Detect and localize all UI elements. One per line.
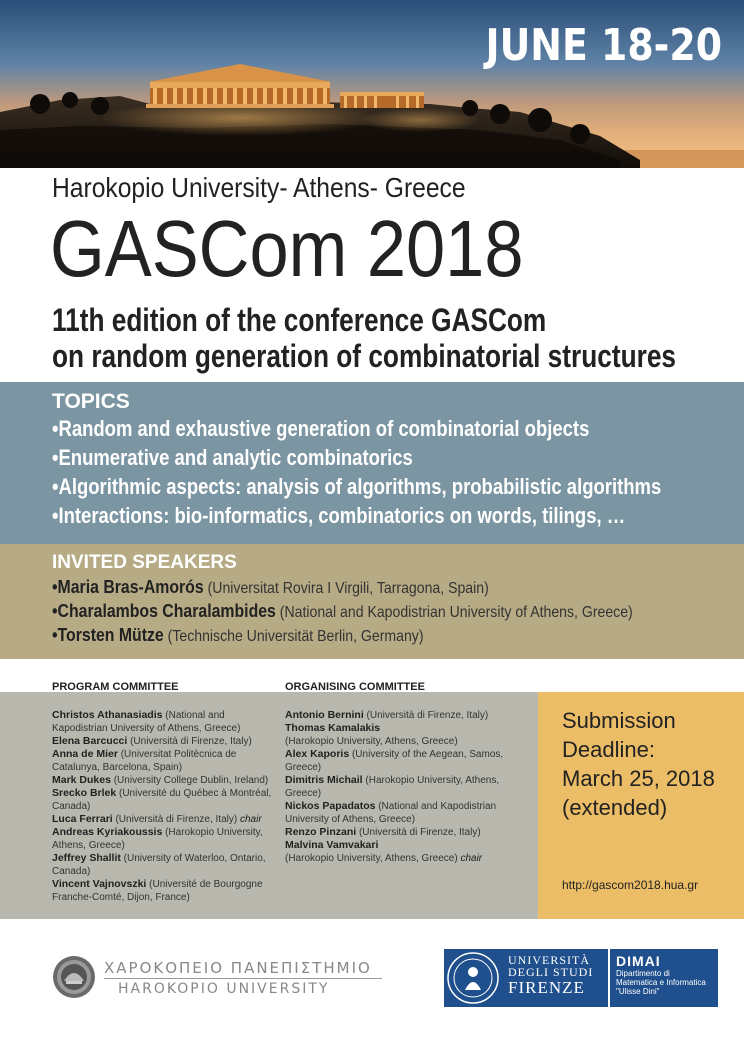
deadline-panel: [538, 692, 744, 919]
topics-section: [0, 382, 744, 544]
speaker-row: [52, 624, 661, 648]
member-affiliation: (Harokopio University, Athens, Greece): [285, 853, 461, 864]
parthenon-shape: [146, 64, 334, 108]
member-affiliation: (Université du Québec à Montréal, Canada): [52, 788, 272, 812]
member-name: Dimitris Michail: [285, 774, 363, 786]
dimai-line: Matematica e Informatica: [616, 978, 706, 987]
member-name: Renzo Pinzani: [285, 826, 357, 838]
member-name: Vincent Vajnovszki: [52, 878, 147, 890]
footer-logos: [0, 919, 744, 1052]
committee-member: [52, 878, 278, 904]
topic-item: •Interactions: bio-informatics, combinatorics on words, tilings, …: [52, 503, 626, 528]
member-name: Luca Ferrari: [52, 813, 113, 825]
member-affiliation: (University College Dublin, Ireland): [110, 775, 269, 786]
conference-subtitle: [52, 302, 676, 374]
member-name: Elena Barcucci: [52, 735, 128, 747]
member-affiliation: (National and Kapodistrian University of Athens, Greece): [52, 710, 241, 734]
member-name: Christos Athanasiadis: [52, 709, 163, 721]
committee-member: [285, 774, 533, 800]
committee-member: [52, 787, 278, 813]
committee-member: [285, 722, 533, 748]
erechtheion-shape: [340, 92, 424, 108]
unifi-logo: [444, 949, 608, 1007]
topic-item: •Random and exhaustive generation of combinatorial objects: [52, 416, 590, 441]
speaker-row: [52, 600, 661, 624]
harokopio-greek-name: ΧΑΡΟΚΟΠΕΙΟ ΠΑΝΕΠΙΣΤΗΜΙΟ: [104, 959, 372, 977]
member-name: Antonio Bernini: [285, 709, 364, 721]
member-name: Nickos Papadatos: [285, 800, 376, 812]
subtitle-line: on random generation of combinatorial structures: [52, 338, 677, 374]
member-affiliation: (National and Kapodistrian University of Athens, Greece): [285, 801, 497, 825]
committee-member: [285, 709, 533, 722]
dimai-logo: [610, 949, 718, 1007]
speaker-affiliation: (Universitat Rovira I Virgili, Tarragona, Spain): [203, 580, 489, 597]
committee-member: [52, 852, 278, 878]
unifi-seal-icon: [447, 952, 499, 1004]
conference-website-link[interactable]: http://gascom2018.hua.gr: [562, 878, 699, 892]
committee-member: [52, 748, 278, 774]
member-affiliation: (Université de Bourgogne Franche-Comté, Dijon, France): [52, 879, 263, 903]
committee-member: [52, 826, 278, 852]
member-affiliation: (Harokopio University, Athens, Greece): [52, 827, 263, 851]
unifi-line: UNIVERSITÀ: [508, 953, 590, 967]
member-name: Mark Dukes: [52, 774, 111, 786]
member-name: Jeffrey Shallit: [52, 852, 121, 864]
topic-item: •Enumerative and analytic combinatorics: [52, 445, 413, 470]
member-role: chair: [460, 853, 483, 864]
unifi-line: DEGLI STUDI: [508, 965, 594, 979]
organising-committee-heading: ORGANISING COMMITTEE: [285, 681, 425, 693]
member-name: Srecko Brlek: [52, 787, 117, 799]
speaker-affiliation: (National and Kapodistrian University of Athens, Greece): [275, 604, 633, 621]
committee-section: [0, 659, 744, 919]
organising-committee-list: [285, 709, 533, 865]
submission-deadline: [562, 706, 715, 822]
topics-heading: TOPICS: [52, 390, 130, 413]
committee-member: [52, 813, 278, 826]
committee-member: [52, 774, 278, 787]
program-committee-heading: PROGRAM COMMITTEE: [52, 681, 179, 693]
member-affiliation: (Harokopio University, Athens, Greece): [285, 775, 500, 799]
member-affiliation: (University of Waterloo, Ontario, Canada): [52, 853, 266, 877]
member-role: chair: [239, 814, 262, 825]
member-name: Thomas Kamalakis: [285, 722, 381, 734]
invited-speakers-section: [0, 544, 744, 659]
dimai-title: DIMAI: [616, 953, 661, 969]
deadline-line: Deadline:: [562, 737, 655, 762]
program-committee-list: [52, 709, 278, 904]
dimai-line: "Ulisse Dini": [616, 987, 660, 996]
committee-member: [52, 709, 278, 735]
member-name: Alex Kaporis: [285, 748, 350, 760]
dimai-line: Dipartimento di: [616, 969, 670, 978]
speaker-name: •Maria Bras-Amorós: [52, 577, 204, 597]
deadline-line: (extended): [562, 795, 668, 820]
committee-member: [52, 735, 278, 748]
deadline-line: March 25, 2018: [562, 766, 715, 791]
conference-date: JUNE 18-20: [485, 20, 722, 71]
topic-item: •Algorithmic aspects: analysis of algorithms, probabilistic algorithms: [52, 474, 662, 499]
harokopio-latin-name: HAROKOPIO UNIVERSITY: [118, 981, 330, 997]
member-affiliation: (Università di Firenze, Italy): [363, 710, 489, 721]
member-affiliation: (Università di Firenze, Italy): [127, 736, 252, 747]
committee-member: [285, 826, 533, 839]
unifi-line: FIRENZE: [508, 978, 585, 997]
member-affiliation: (Università di Firenze, Italy): [356, 827, 481, 838]
member-affiliation: (Harokopio University, Athens, Greece): [285, 736, 458, 747]
unifi-wordmark: [508, 954, 593, 997]
acropolis-photo: [0, 0, 744, 168]
member-name: Andreas Kyriakoussis: [52, 826, 163, 838]
member-affiliation: (Università di Firenze, Italy): [112, 814, 240, 825]
committee-member: [285, 800, 533, 826]
speaker-name: •Charalambos Charalambides: [52, 601, 276, 621]
speaker-affiliation: (Technische Universität Berlin, Germany): [163, 628, 424, 645]
venue-line: Harokopio University- Athens- Greece: [52, 172, 466, 203]
logo-divider: [104, 978, 382, 979]
speaker-name: •Torsten Mütze: [52, 625, 164, 645]
speaker-row: [52, 576, 661, 600]
member-affiliation: (University of the Aegean, Samos, Greece): [285, 749, 504, 773]
conference-title: GASCom 2018: [50, 204, 524, 293]
speakers-heading: INVITED SPEAKERS: [52, 552, 237, 573]
member-name: Malvina Vamvakari: [285, 839, 379, 851]
committee-member: [285, 748, 533, 774]
deadline-line: Submission: [562, 708, 676, 733]
member-name: Anna de Mier: [52, 748, 118, 760]
subtitle-line: 11th edition of the conference GASCom: [52, 302, 547, 338]
harokopio-seal-icon: [52, 955, 96, 999]
member-affiliation: (Universitat Politècnica de Catalunya, Barcelona, Spain): [52, 749, 237, 773]
committee-member: [285, 839, 533, 865]
